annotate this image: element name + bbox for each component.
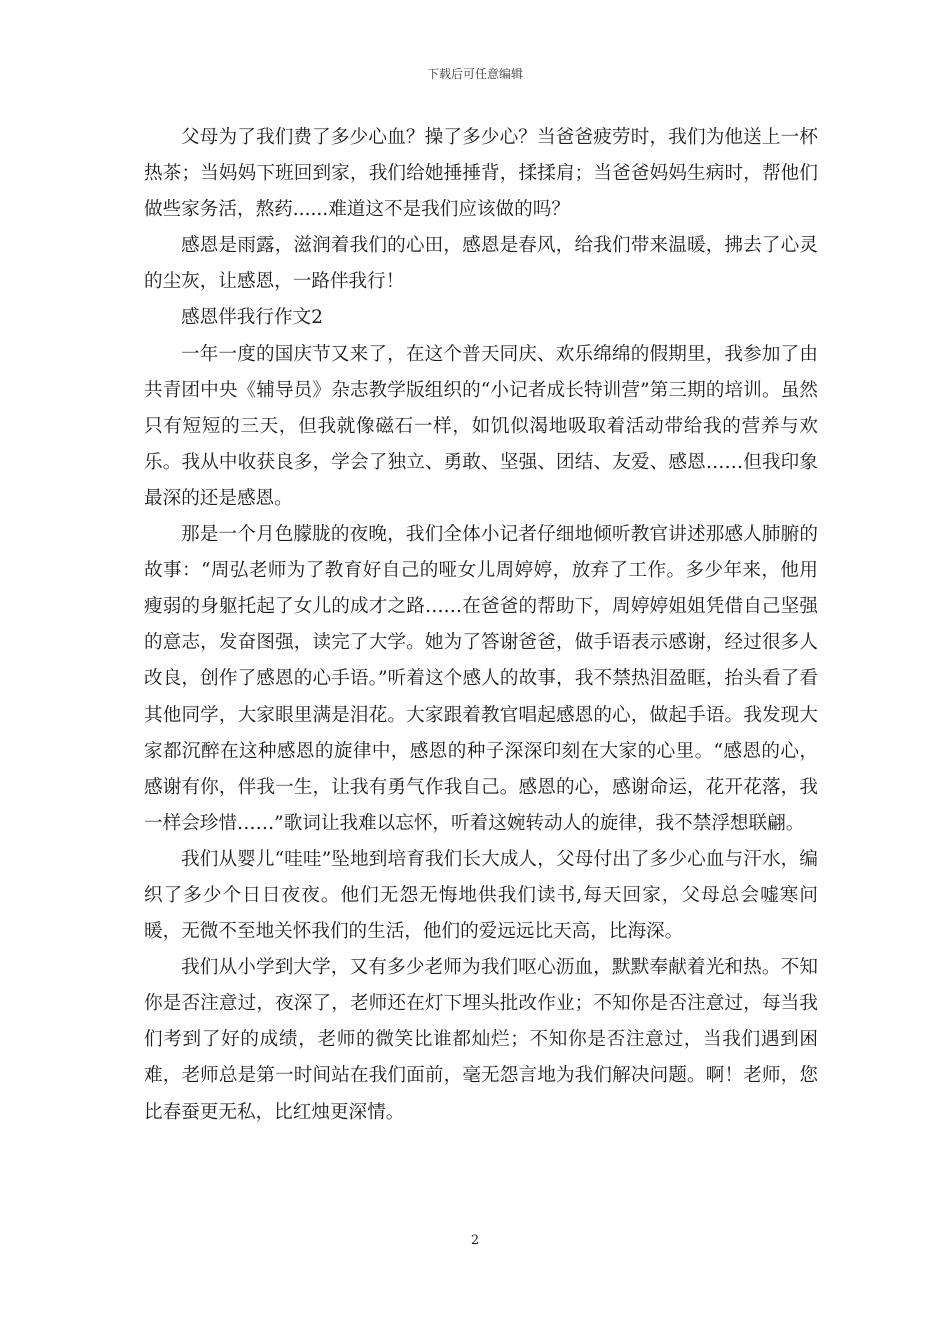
paragraph-gratitude-dew: 感恩是雨露，滋润着我们的心田，感恩是春风，给我们带来温暖，拂去了心灵的尘灰，让感恩，一路伴我行！: [144, 235, 818, 293]
paragraph-parents-care: 父母为了我们费了多少心血？操了多少心？当爸爸疲劳时，我们为他送上一杯热茶；当妈妈下班回到家，我们给她捶捶背，揉揉肩；当爸爸妈妈生病时，帮他们做些家务活，熬药......难道这不是我们应该做的吗？: [144, 127, 818, 221]
page-header: 下载后可任意编辑: [426, 67, 523, 81]
paragraph-teachers-devotion: 我们从小学到大学，又有多少老师为我们呕心沥血，默默奉献着光和热。不知你是否注意过，夜深了，老师还在灯下埋头批改作业；不知你是否注意过，每当我们考到了好的成绩，老师的微笑比谁都灿烂；不知你是否注意过，当我们遇到困难，老师总是第一时间站在我们面前，毫无怨言地为我们解决问题。啊！老师，您比春蚕更无私，比红烛更深情。: [144, 957, 818, 1123]
paragraph-parents-sacrifice: 我们从婴儿“哇哇”坠地到培育我们长大成人，父母付出了多少心血与汗水，编织了多少个日日夜夜。他们无怨无悔地供我们读书,每天回家，父母总会嘘寒问暖，无微不至地关怀我们的生活，他们的爱远远比天高，比海深。: [144, 848, 818, 943]
paragraph-moonlit-story: 那是一个月色朦胧的夜晚，我们全体小记者仔细地倾听教官讲述那感人肺腑的故事：“周弘老师为了教育好自己的哑女儿周婷婷，放弃了工作。多少年来，他用瘦弱的身躯托起了女儿的成才之路……在爸爸的帮助下，周婷婷姐姐凭借自己坚强的意志，发奋图强，读完了大学。她为了答谢爸爸，做手语表示感谢，经过很多人改良，创作了感恩的心手语。”听着这个感人的故事，我不禁热泪盈眶，抬头看了看其他同学，大家眼里满是泪花。大家跟着教官唱起感恩的心，做起手语。我发现大家都沉醉在这种感恩的旋律中，感恩的种子深深印刻在大家的心里。“感恩的心，感谢有你，伴我一生，让我有勇气作我自己。感恩的心，感谢命运，花开花落，我一样会珍惜……”歌词让我难以忘怀，听着这婉转动人的旋律，我不禁浮想联翩。: [144, 524, 818, 834]
document-body: [144, 120, 818, 1131]
paragraph-national-day-camp: 一年一度的国庆节又来了，在这个普天同庆、欢乐绵绵的假期里，我参加了由共青团中央《辅导员》杂志教学版组织的“小记者成长特训营”第三期的培训。虽然只有短短的三天，但我就像磁石一样，如饥似渴地吸取着活动带给我的营养与欢乐。我从中收获良多，学会了独立、勇敢、坚强、团结、友爱、感恩……但我印象最深的还是感恩。: [144, 343, 818, 509]
page-number: 2: [470, 1233, 480, 1248]
essay-heading: 感恩伴我行作文2: [181, 307, 323, 329]
